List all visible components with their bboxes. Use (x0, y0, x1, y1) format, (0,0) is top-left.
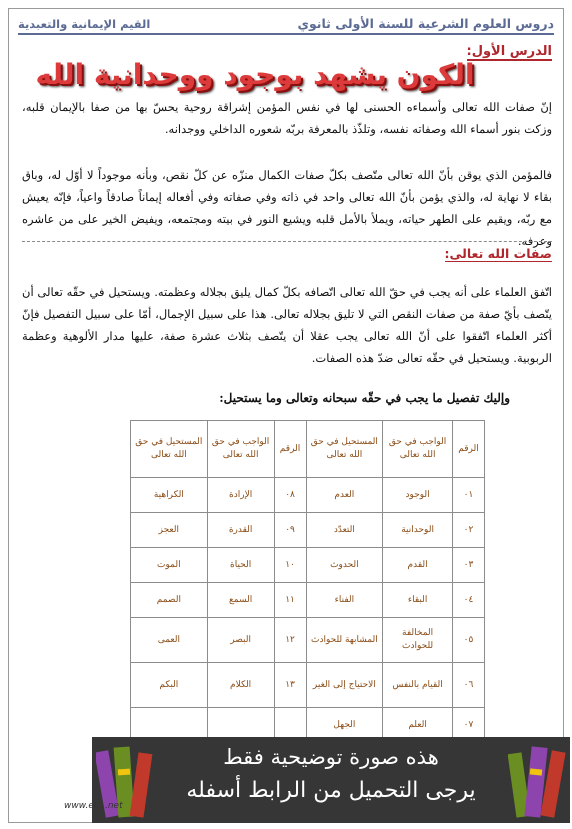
cell-num: ١١ (274, 583, 306, 618)
cell-mustahil: المشابهة للحوادث (306, 618, 383, 663)
table-row (131, 513, 485, 548)
lesson-label: الدرس الأول: (466, 44, 552, 59)
cell-wajib: القدرة (207, 513, 274, 548)
table-intro: وإليك تفصيل ما يجب في حقّه سبحانه وتعالى وما يستحيل: (219, 391, 510, 405)
cell-num: ٠٤ (453, 583, 485, 618)
paragraph-attributes: اتّفق العلماء على أنه يجب في حقّ الله تعالى اتّصافه بكلّ كمال يليق بجلاله وعظمته. ويستحيل في حقّه تعالى أن يتّصف بأيّ صفة من صفات النقص التي لا تليق بجلاله تعالى. هذا على سبيل الإجمال، أمّا على سبيل التفصيل فإنّ أكثر العلماء اتّفقوا على أنّ الله تعالى يجب عقلا أن يتّصف بثلاث عشرة صفة، عليها مدار الألوهية وعظمة الربوبية. ويستحيل في حقّه تعالى ضدّ هذه الصفات. (22, 285, 552, 365)
cell-wajib: القيام بالنفس (383, 663, 453, 708)
cell-wajib: القدم (383, 548, 453, 583)
cell-wajib: الإرادة (207, 478, 274, 513)
header-wajib-1: الواجب في حق الله تعالى (383, 421, 453, 478)
page-header (18, 13, 554, 35)
header-mustahil-1: المستحيل في حق الله تعالى (306, 421, 383, 478)
cell-mustahil: الموت (131, 548, 208, 583)
cell-wajib: البصر (207, 618, 274, 663)
header-course-title: دروس العلوم الشرعية للسنة الأولى ثانوي (297, 16, 554, 31)
cell-wajib: المخالفة للحوادث (383, 618, 453, 663)
cell-mustahil: الفناء (306, 583, 383, 618)
cell-num: ٠٢ (453, 513, 485, 548)
cell-mustahil: العجز (131, 513, 208, 548)
cell-wajib: البقاء (383, 583, 453, 618)
cell-num: ١٠ (274, 548, 306, 583)
cell-num: ١٢ (274, 618, 306, 663)
header-mustahil-2: المستحيل في حق الله تعالى (131, 421, 208, 478)
banner-line-2: يرجى التحميل من الرابط أسفله (186, 778, 476, 803)
footer-url[interactable]: www.el....net (64, 801, 123, 811)
paragraph-believer: فالمؤمن الذي يوقن بأنّ الله تعالى متّصف بكلّ صفات الكمال منزّه عن كلّ نقص، وبأنه موجوداً لا أوّل له، وباق بقاء لا نهاية له، والذي يؤمن بأنّ الله تعالى واحد في ذاته وفي صفاته وفي أفعاله إيماناً صادقاً واعياً، فإنّه يعيش مع ربّه، ويقيم على الطهر حياته، ويملأ بالأمل قلبه ويشيع النور في بيته ومجتمعه، ويفيض الخير على من عاشره وعرفه. (22, 168, 552, 248)
cell-mustahil: الكراهية (131, 478, 208, 513)
cell-num: ٠٥ (453, 618, 485, 663)
cell-wajib: الوجود (383, 478, 453, 513)
section-heading: صفات الله تعالى: (444, 246, 552, 261)
banner-line-1: هذه صورة توضيحية فقط (223, 745, 439, 769)
table-row (131, 663, 485, 708)
table-row (131, 583, 485, 618)
table-row (131, 548, 485, 583)
cell-mustahil: التعدّد (306, 513, 383, 548)
header-num-2: الرقم (274, 421, 306, 478)
cell-num: ٠٩ (274, 513, 306, 548)
cell-num: ٠٧ (453, 708, 485, 743)
header-wajib-2: الواجب في حق الله تعالى (207, 421, 274, 478)
attributes-table (130, 420, 485, 743)
cell-mustahil: الاحتياج إلى الغير (306, 663, 383, 708)
lesson-title: الكون يشهد بوجود ووحدانية الله (35, 58, 475, 91)
section-divider (22, 241, 552, 242)
header-num-1: الرقم (453, 421, 485, 478)
books-icon (508, 739, 566, 821)
cell-num: ٠٣ (453, 548, 485, 583)
cell-mustahil: الصمم (131, 583, 208, 618)
banner-text (162, 741, 500, 809)
cell-wajib: الوحدانية (383, 513, 453, 548)
cell-wajib: الكلام (207, 663, 274, 708)
cell-mustahil: البكم (131, 663, 208, 708)
paragraph-intro: إنّ صفات الله تعالى وأسماءه الحسنى لها في نفس المؤمن إشراقة روحية يحسّ بها من صفا بالإيمان قلبه، وزكت بنور أسماء الله وصفاته نفسه، وتلذّذ بالمعرفة بربّه شعوره الداخلي ووجدانه. (22, 100, 552, 136)
cell-wajib: السمع (207, 583, 274, 618)
cell-num: ٠١ (453, 478, 485, 513)
header-unit-title: القيم الإيمانية والتعبدية (18, 17, 151, 31)
cell-num: ١٣ (274, 663, 306, 708)
cell-wajib: الحياة (207, 548, 274, 583)
table-row (131, 618, 485, 663)
cell-mustahil: العدم (306, 478, 383, 513)
cell-mustahil: العمى (131, 618, 208, 663)
cell-num: ٠٨ (274, 478, 306, 513)
cell-mustahil: الحدوث (306, 548, 383, 583)
cell-num: ٠٦ (453, 663, 485, 708)
cell-mustahil: الجهل (306, 708, 383, 743)
table-header-row (131, 421, 485, 478)
preview-banner (92, 737, 570, 823)
cell-wajib: العلم (383, 708, 453, 743)
table-row (131, 478, 485, 513)
